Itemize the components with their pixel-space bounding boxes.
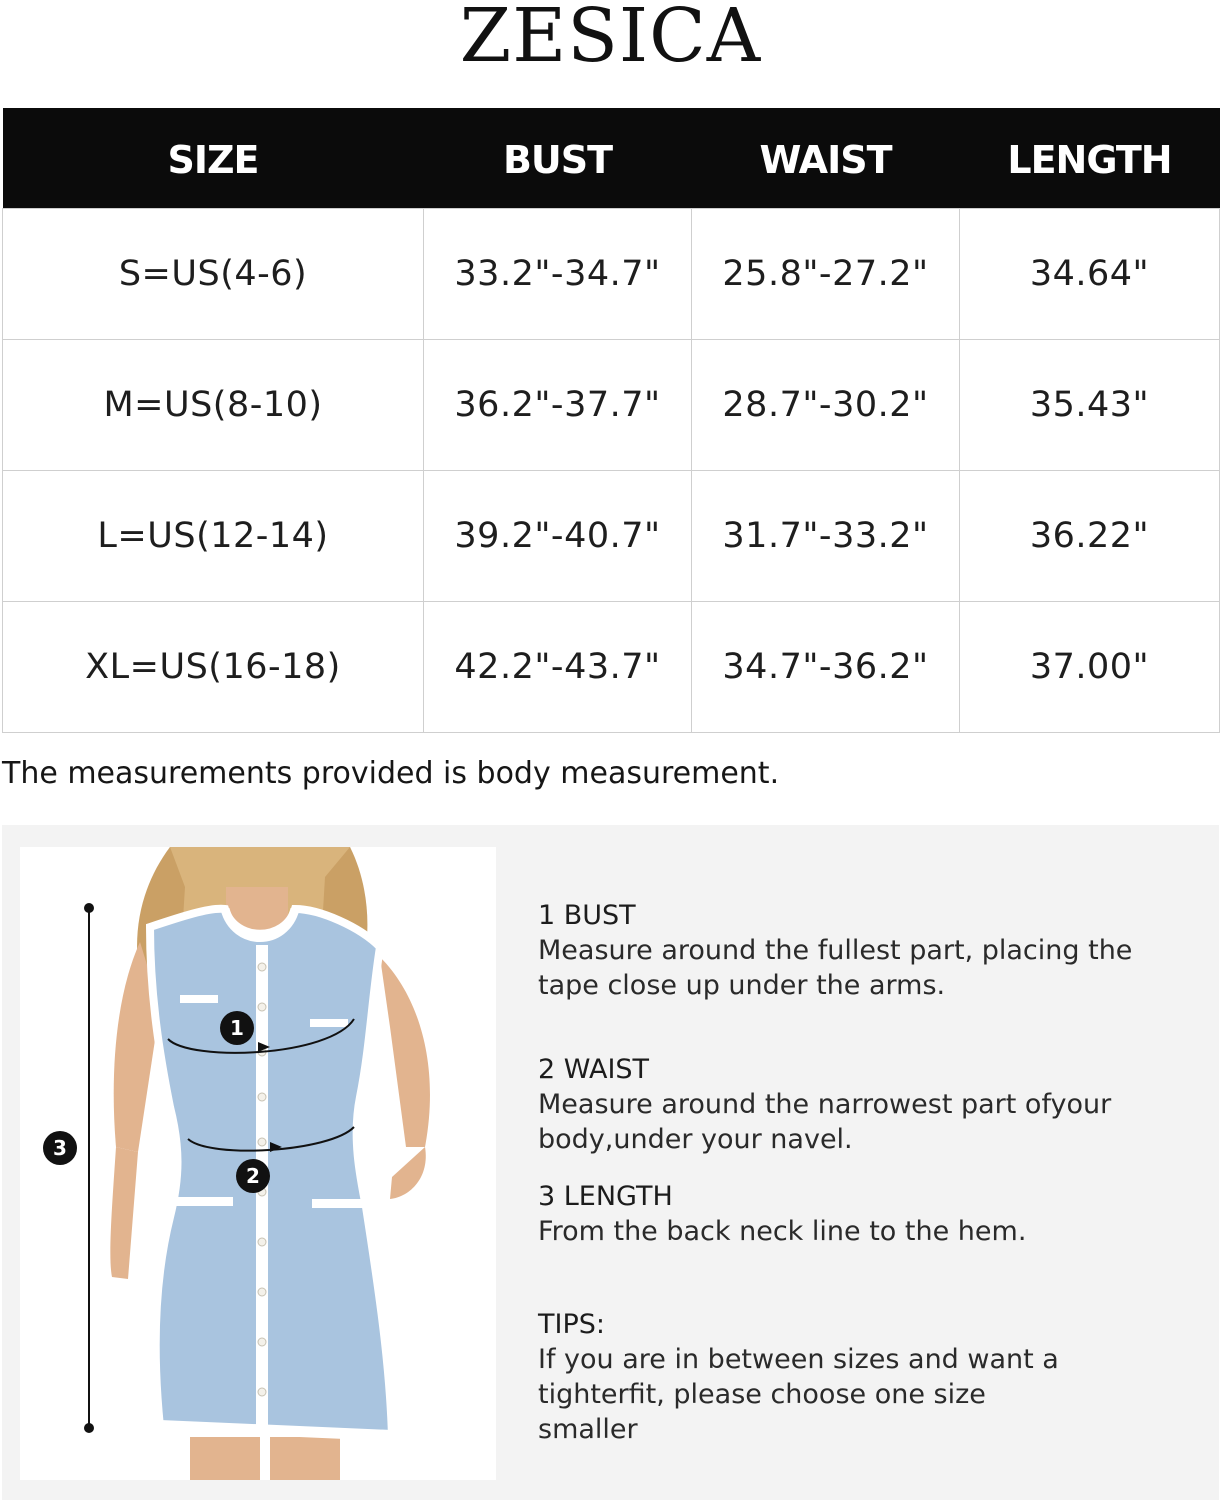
cell-length: 36.22" (960, 470, 1220, 601)
instruction-tips (538, 1308, 1068, 1447)
cell-size: S=US(4-6) (3, 208, 424, 339)
instruction-length (538, 1180, 1178, 1249)
cell-bust: 42.2"-43.7" (424, 601, 692, 732)
cell-waist: 28.7"-30.2" (692, 339, 960, 470)
table-header-row (3, 108, 1220, 208)
instruction-heading: TIPS: (538, 1309, 605, 1340)
cell-bust: 39.2"-40.7" (424, 470, 692, 601)
instruction-text: Measure around the narrowest part ofyour body,under your navel. (538, 1089, 1112, 1155)
header-length: LENGTH (960, 108, 1220, 208)
cell-bust: 33.2"-34.7" (424, 208, 692, 339)
header-waist: WAIST (692, 108, 960, 208)
table-row (3, 208, 1220, 339)
cell-waist: 34.7"-36.2" (692, 601, 960, 732)
instruction-bust (538, 899, 1178, 1003)
measurement-guide (2, 825, 1219, 1500)
length-measure-line (88, 907, 90, 1427)
instruction-text: From the back neck line to the hem. (538, 1216, 1027, 1247)
header-bust: BUST (424, 108, 692, 208)
size-chart-table (2, 108, 1220, 733)
measurement-note: The measurements provided is body measurement. (2, 756, 780, 791)
table-row (3, 339, 1220, 470)
length-start-dot (84, 903, 94, 913)
cell-waist: 25.8"-27.2" (692, 208, 960, 339)
cell-length: 34.64" (960, 208, 1220, 339)
cell-bust: 36.2"-37.7" (424, 339, 692, 470)
instruction-text: Measure around the fullest part, placing the tape close up under the arms. (538, 935, 1133, 1001)
header-size: SIZE (3, 108, 424, 208)
cell-waist: 31.7"-33.2" (692, 470, 960, 601)
table-row (3, 470, 1220, 601)
instruction-heading: 2 WAIST (538, 1054, 650, 1085)
cell-length: 37.00" (960, 601, 1220, 732)
instruction-text: If you are in between sizes and want a tighterfit, please choose one size smaller (538, 1344, 1059, 1445)
marker-bust: 1 (220, 1011, 254, 1045)
instruction-heading: 1 BUST (538, 900, 636, 931)
cell-size: XL=US(16-18) (3, 601, 424, 732)
instruction-heading: 3 LENGTH (538, 1181, 673, 1212)
cell-size: L=US(12-14) (3, 470, 424, 601)
table-row (3, 601, 1220, 732)
cell-length: 35.43" (960, 339, 1220, 470)
marker-length: 3 (43, 1131, 77, 1165)
length-end-dot (84, 1423, 94, 1433)
instruction-waist (538, 1053, 1178, 1157)
brand-logo: ZESICA (459, 0, 762, 79)
marker-waist: 2 (236, 1159, 270, 1193)
cell-size: M=US(8-10) (3, 339, 424, 470)
